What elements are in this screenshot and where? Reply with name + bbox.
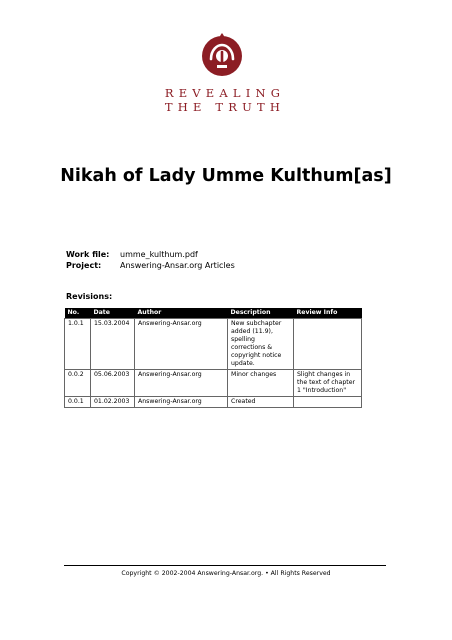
column-header-date: Date bbox=[91, 308, 135, 319]
project-label: Project: bbox=[66, 261, 102, 270]
revisions-label: Revisions: bbox=[66, 292, 113, 301]
revealing-the-truth-logo-icon bbox=[198, 30, 246, 86]
cell-author: Answering-Ansar.org bbox=[135, 397, 228, 408]
table-row bbox=[65, 319, 362, 370]
cell-date: 01.02.2003 bbox=[91, 397, 135, 408]
table-row bbox=[65, 370, 362, 397]
column-header-no: No. bbox=[65, 308, 91, 319]
cell-description: Created bbox=[228, 397, 294, 408]
footer-copyright: Copyright © 2002-2004 Answering-Ansar.org. • All Rights Reserved bbox=[121, 570, 331, 577]
cell-date: 15.03.2004 bbox=[91, 319, 135, 370]
column-header-review-info: Review Info bbox=[294, 308, 362, 319]
cell-review-info bbox=[294, 397, 362, 408]
cell-author: Answering-Ansar.org bbox=[135, 370, 228, 397]
column-header-description: Description bbox=[228, 308, 294, 319]
cell-author: Answering-Ansar.org bbox=[135, 319, 228, 370]
logo-text-line1: REVEALING bbox=[164, 86, 286, 100]
work-file-value: umme_kulthum.pdf bbox=[120, 250, 198, 259]
footer-divider bbox=[64, 565, 386, 566]
cell-no: 0.0.1 bbox=[65, 397, 91, 408]
project-value: Answering-Ansar.org Articles bbox=[120, 261, 235, 270]
cell-date: 05.06.2003 bbox=[91, 370, 135, 397]
cell-no: 0.0.2 bbox=[65, 370, 91, 397]
cell-review-info bbox=[294, 319, 362, 370]
document-title: Nikah of Lady Umme Kulthum[as] bbox=[60, 166, 392, 186]
logo-text-line2: THE TRUTH bbox=[164, 100, 286, 114]
table-header-row bbox=[65, 308, 362, 319]
cell-description: New subchapter added (11.9), spelling corrections & copyright notice update. bbox=[228, 319, 294, 370]
revisions-table bbox=[64, 308, 362, 408]
cell-review-info: Slight changes in the text of chapter 1 "Introduction" bbox=[294, 370, 362, 397]
cell-no: 1.0.1 bbox=[65, 319, 91, 370]
column-header-author: Author bbox=[135, 308, 228, 319]
work-file-label: Work file: bbox=[66, 250, 110, 259]
cell-description: Minor changes bbox=[228, 370, 294, 397]
table-row bbox=[65, 397, 362, 408]
